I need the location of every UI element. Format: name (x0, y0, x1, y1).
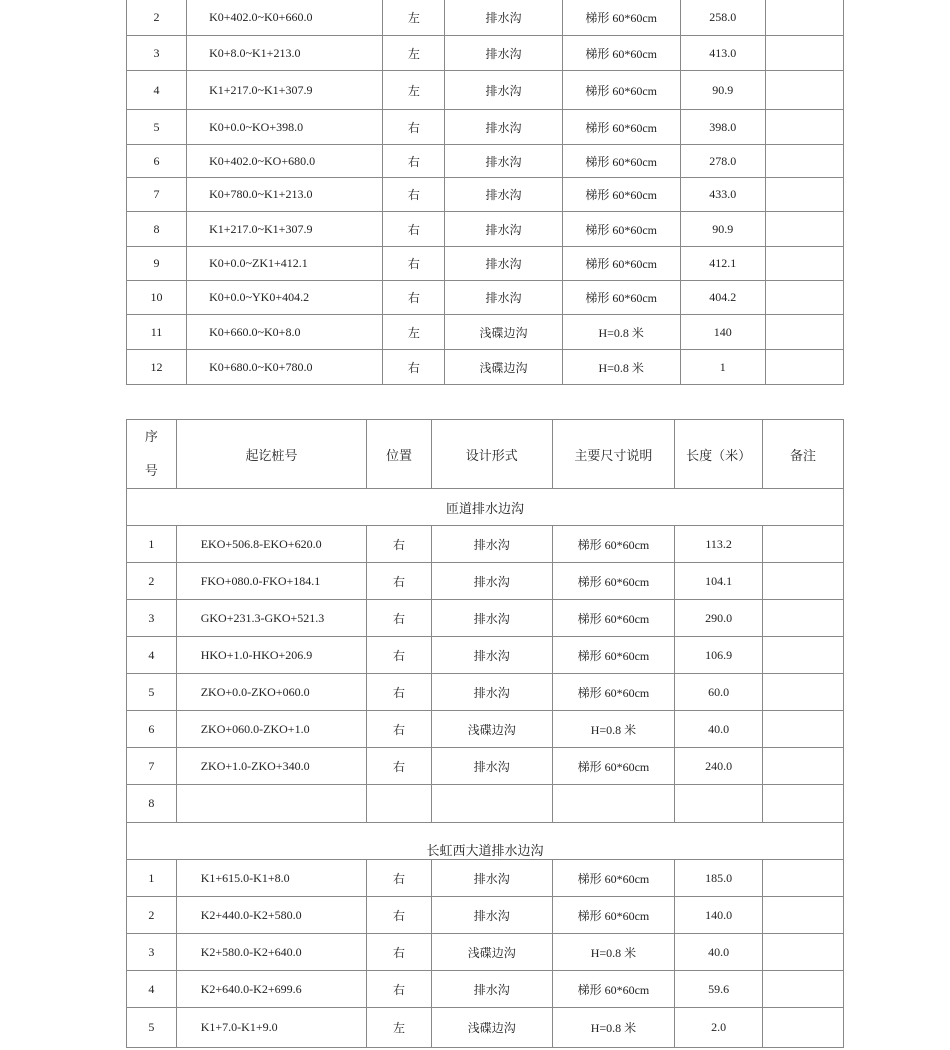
table-row (127, 526, 844, 563)
table-row (127, 934, 844, 971)
cell-side: 右 (367, 600, 431, 637)
cell-length: 185.0 (675, 860, 763, 897)
cell-note (765, 247, 843, 281)
cell-form: 排水沟 (445, 212, 562, 247)
cell-size: 梯形 60*60cm (552, 748, 674, 785)
table-row (127, 71, 844, 110)
cell-range: GKO+231.3-GKO+521.3 (176, 600, 367, 637)
cell-note (765, 178, 843, 212)
cell-size: 梯形 60*60cm (562, 36, 680, 71)
cell-form: 浅碟边沟 (445, 350, 562, 385)
cell-size: 梯形 60*60cm (562, 110, 680, 145)
cell-side: 右 (383, 350, 445, 385)
cell-length: 90.9 (680, 71, 765, 110)
table-header-row (127, 420, 844, 489)
cell-form: 排水沟 (431, 600, 552, 637)
table-row (127, 674, 844, 711)
cell-form: 排水沟 (431, 563, 552, 600)
cell-length: 404.2 (680, 281, 765, 315)
cell-form: 排水沟 (445, 281, 562, 315)
cell-note (765, 145, 843, 178)
cell-form: 排水沟 (431, 748, 552, 785)
table-row (127, 178, 844, 212)
table-row (127, 600, 844, 637)
table-row (127, 785, 844, 823)
table-row (127, 860, 844, 897)
cell-size: 梯形 60*60cm (552, 563, 674, 600)
cell-range: HKO+1.0-HKO+206.9 (176, 637, 367, 674)
header-side: 位置 (367, 420, 431, 489)
table-row (127, 637, 844, 674)
cell-form: 排水沟 (445, 71, 562, 110)
cell-form: 排水沟 (445, 110, 562, 145)
cell-form: 排水沟 (431, 897, 552, 934)
section-title-changhong: 长虹西大道排水边沟 (127, 823, 844, 860)
cell-size: 梯形 60*60cm (562, 145, 680, 178)
table-row (127, 0, 844, 36)
table-row (127, 315, 844, 350)
cell-length: 398.0 (680, 110, 765, 145)
cell-side: 右 (367, 971, 431, 1008)
cell-size: H=0.8 米 (562, 315, 680, 350)
cell-size: 梯形 60*60cm (552, 600, 674, 637)
cell-note (763, 563, 844, 600)
cell-note (763, 674, 844, 711)
cell-side: 右 (367, 637, 431, 674)
cell-form: 浅碟边沟 (431, 1008, 552, 1048)
header-range: 起讫桩号 (176, 420, 367, 489)
cell-length (675, 785, 763, 823)
cell-range: K0+8.0~K1+213.0 (187, 36, 383, 71)
cell-length: 140 (680, 315, 765, 350)
cell-length: 2.0 (675, 1008, 763, 1048)
cell-form: 排水沟 (431, 637, 552, 674)
cell-size: 梯形 60*60cm (562, 178, 680, 212)
cell-side: 左 (383, 36, 445, 71)
cell-no: 4 (127, 637, 177, 674)
cell-form: 排水沟 (445, 178, 562, 212)
cell-note (765, 281, 843, 315)
cell-length: 413.0 (680, 36, 765, 71)
cell-length: 59.6 (675, 971, 763, 1008)
cell-form: 浅碟边沟 (431, 934, 552, 971)
cell-form: 排水沟 (431, 674, 552, 711)
table-row (127, 247, 844, 281)
cell-no: 5 (127, 1008, 177, 1048)
cell-no: 6 (127, 711, 177, 748)
cell-length: 106.9 (675, 637, 763, 674)
cell-no: 5 (127, 110, 187, 145)
cell-length: 433.0 (680, 178, 765, 212)
cell-note (765, 315, 843, 350)
cell-range: K1+217.0~K1+307.9 (187, 212, 383, 247)
cell-form: 排水沟 (431, 860, 552, 897)
cell-length: 412.1 (680, 247, 765, 281)
cell-range: K0+402.0~KO+680.0 (187, 145, 383, 178)
header-no (127, 420, 177, 489)
cell-no: 5 (127, 674, 177, 711)
cell-length: 140.0 (675, 897, 763, 934)
cell-note (763, 934, 844, 971)
cell-form: 浅碟边沟 (431, 711, 552, 748)
cell-range: K0+660.0~K0+8.0 (187, 315, 383, 350)
cell-size: 梯形 60*60cm (552, 637, 674, 674)
table-row (127, 145, 844, 178)
table-row (127, 711, 844, 748)
cell-no: 9 (127, 247, 187, 281)
cell-size: 梯形 60*60cm (552, 897, 674, 934)
cell-size: 梯形 60*60cm (562, 212, 680, 247)
cell-form: 排水沟 (445, 247, 562, 281)
cell-no: 11 (127, 315, 187, 350)
cell-note (763, 1008, 844, 1048)
cell-range: ZKO+0.0-ZKO+060.0 (176, 674, 367, 711)
cell-side: 右 (383, 110, 445, 145)
cell-form: 排水沟 (445, 145, 562, 178)
table-row (127, 212, 844, 247)
cell-form: 排水沟 (431, 526, 552, 563)
cell-range: FKO+080.0-FKO+184.1 (176, 563, 367, 600)
cell-no: 1 (127, 860, 177, 897)
header-no-line2: 号 (144, 463, 158, 478)
cell-size: 梯形 60*60cm (552, 674, 674, 711)
section-title-row (127, 489, 844, 526)
cell-range (176, 785, 367, 823)
cell-no: 1 (127, 526, 177, 563)
cell-note (765, 71, 843, 110)
cell-no: 4 (127, 71, 187, 110)
cell-side: 右 (383, 145, 445, 178)
cell-range: K2+580.0-K2+640.0 (176, 934, 367, 971)
cell-form: 排水沟 (445, 36, 562, 71)
table-row (127, 971, 844, 1008)
cell-form: 排水沟 (431, 971, 552, 1008)
cell-size: H=0.8 米 (552, 1008, 674, 1048)
cell-side: 右 (367, 934, 431, 971)
cell-side: 左 (383, 71, 445, 110)
cell-side: 右 (383, 178, 445, 212)
cell-length: 278.0 (680, 145, 765, 178)
table-row (127, 281, 844, 315)
cell-length: 40.0 (675, 711, 763, 748)
cell-note (765, 110, 843, 145)
table-row (127, 110, 844, 145)
cell-note (763, 600, 844, 637)
cell-side: 右 (367, 748, 431, 785)
cell-no: 2 (127, 563, 177, 600)
cell-size: 梯形 60*60cm (562, 0, 680, 36)
cell-length: 40.0 (675, 934, 763, 971)
cell-form (431, 785, 552, 823)
cell-length: 240.0 (675, 748, 763, 785)
cell-note (765, 212, 843, 247)
cell-range: K0+0.0~KO+398.0 (187, 110, 383, 145)
cell-range: ZKO+1.0-ZKO+340.0 (176, 748, 367, 785)
drainage-table-main (126, 0, 844, 385)
cell-no: 2 (127, 897, 177, 934)
cell-length: 290.0 (675, 600, 763, 637)
cell-size: 梯形 60*60cm (562, 247, 680, 281)
cell-size: H=0.8 米 (552, 934, 674, 971)
cell-size: 梯形 60*60cm (562, 281, 680, 315)
cell-length: 90.9 (680, 212, 765, 247)
drainage-table-sections (126, 419, 844, 1048)
header-form: 设计形式 (431, 420, 552, 489)
cell-note (765, 36, 843, 71)
cell-note (765, 350, 843, 385)
cell-form: 排水沟 (445, 0, 562, 36)
cell-length: 113.2 (675, 526, 763, 563)
table-row (127, 748, 844, 785)
cell-side (367, 785, 431, 823)
cell-range: K0+402.0~K0+660.0 (187, 0, 383, 36)
cell-note (763, 526, 844, 563)
cell-length: 258.0 (680, 0, 765, 36)
cell-size: 梯形 60*60cm (552, 971, 674, 1008)
cell-side: 右 (383, 281, 445, 315)
cell-note (763, 748, 844, 785)
cell-range: K0+680.0~K0+780.0 (187, 350, 383, 385)
section-title-row (127, 823, 844, 860)
cell-no: 6 (127, 145, 187, 178)
cell-side: 左 (367, 1008, 431, 1048)
cell-size: H=0.8 米 (552, 711, 674, 748)
table-row (127, 36, 844, 71)
cell-range: ZKO+060.0-ZKO+1.0 (176, 711, 367, 748)
cell-size: 梯形 60*60cm (552, 860, 674, 897)
cell-range: EKO+506.8-EKO+620.0 (176, 526, 367, 563)
cell-note (763, 637, 844, 674)
table1-body (127, 0, 844, 385)
cell-range: K2+440.0-K2+580.0 (176, 897, 367, 934)
cell-no: 8 (127, 212, 187, 247)
cell-length: 1 (680, 350, 765, 385)
cell-note (763, 971, 844, 1008)
cell-size (552, 785, 674, 823)
section-title-ramp: 匝道排水边沟 (127, 489, 844, 526)
cell-range: K1+7.0-K1+9.0 (176, 1008, 367, 1048)
cell-range: K0+0.0~YK0+404.2 (187, 281, 383, 315)
cell-length: 104.1 (675, 563, 763, 600)
table2-body (127, 420, 844, 1048)
table-row (127, 1008, 844, 1048)
cell-note (763, 711, 844, 748)
table-row (127, 350, 844, 385)
cell-no: 8 (127, 785, 177, 823)
cell-no: 3 (127, 934, 177, 971)
cell-size: 梯形 60*60cm (562, 71, 680, 110)
cell-no: 2 (127, 0, 187, 36)
cell-side: 右 (383, 212, 445, 247)
cell-side: 左 (383, 0, 445, 36)
cell-form: 浅碟边沟 (445, 315, 562, 350)
header-size: 主要尺寸说明 (552, 420, 674, 489)
cell-side: 右 (383, 247, 445, 281)
cell-note (765, 0, 843, 36)
cell-size: 梯形 60*60cm (552, 526, 674, 563)
header-no-line1: 序 (144, 429, 158, 444)
header-note: 备注 (763, 420, 844, 489)
cell-side: 左 (383, 315, 445, 350)
cell-note (763, 785, 844, 823)
cell-range: K0+780.0~K1+213.0 (187, 178, 383, 212)
cell-no: 4 (127, 971, 177, 1008)
cell-side: 右 (367, 711, 431, 748)
cell-range: K0+0.0~ZK1+412.1 (187, 247, 383, 281)
header-length: 长度（米） (675, 420, 763, 489)
cell-size: H=0.8 米 (562, 350, 680, 385)
cell-side: 右 (367, 563, 431, 600)
cell-side: 右 (367, 674, 431, 711)
cell-no: 3 (127, 36, 187, 71)
cell-range: K2+640.0-K2+699.6 (176, 971, 367, 1008)
cell-note (763, 860, 844, 897)
cell-range: K1+217.0~K1+307.9 (187, 71, 383, 110)
cell-note (763, 897, 844, 934)
cell-side: 右 (367, 897, 431, 934)
cell-side: 右 (367, 860, 431, 897)
cell-range: K1+615.0-K1+8.0 (176, 860, 367, 897)
cell-no: 7 (127, 178, 187, 212)
cell-no: 12 (127, 350, 187, 385)
table-row (127, 897, 844, 934)
cell-no: 10 (127, 281, 187, 315)
cell-side: 右 (367, 526, 431, 563)
cell-no: 3 (127, 600, 177, 637)
cell-length: 60.0 (675, 674, 763, 711)
cell-no: 7 (127, 748, 177, 785)
table-row (127, 563, 844, 600)
